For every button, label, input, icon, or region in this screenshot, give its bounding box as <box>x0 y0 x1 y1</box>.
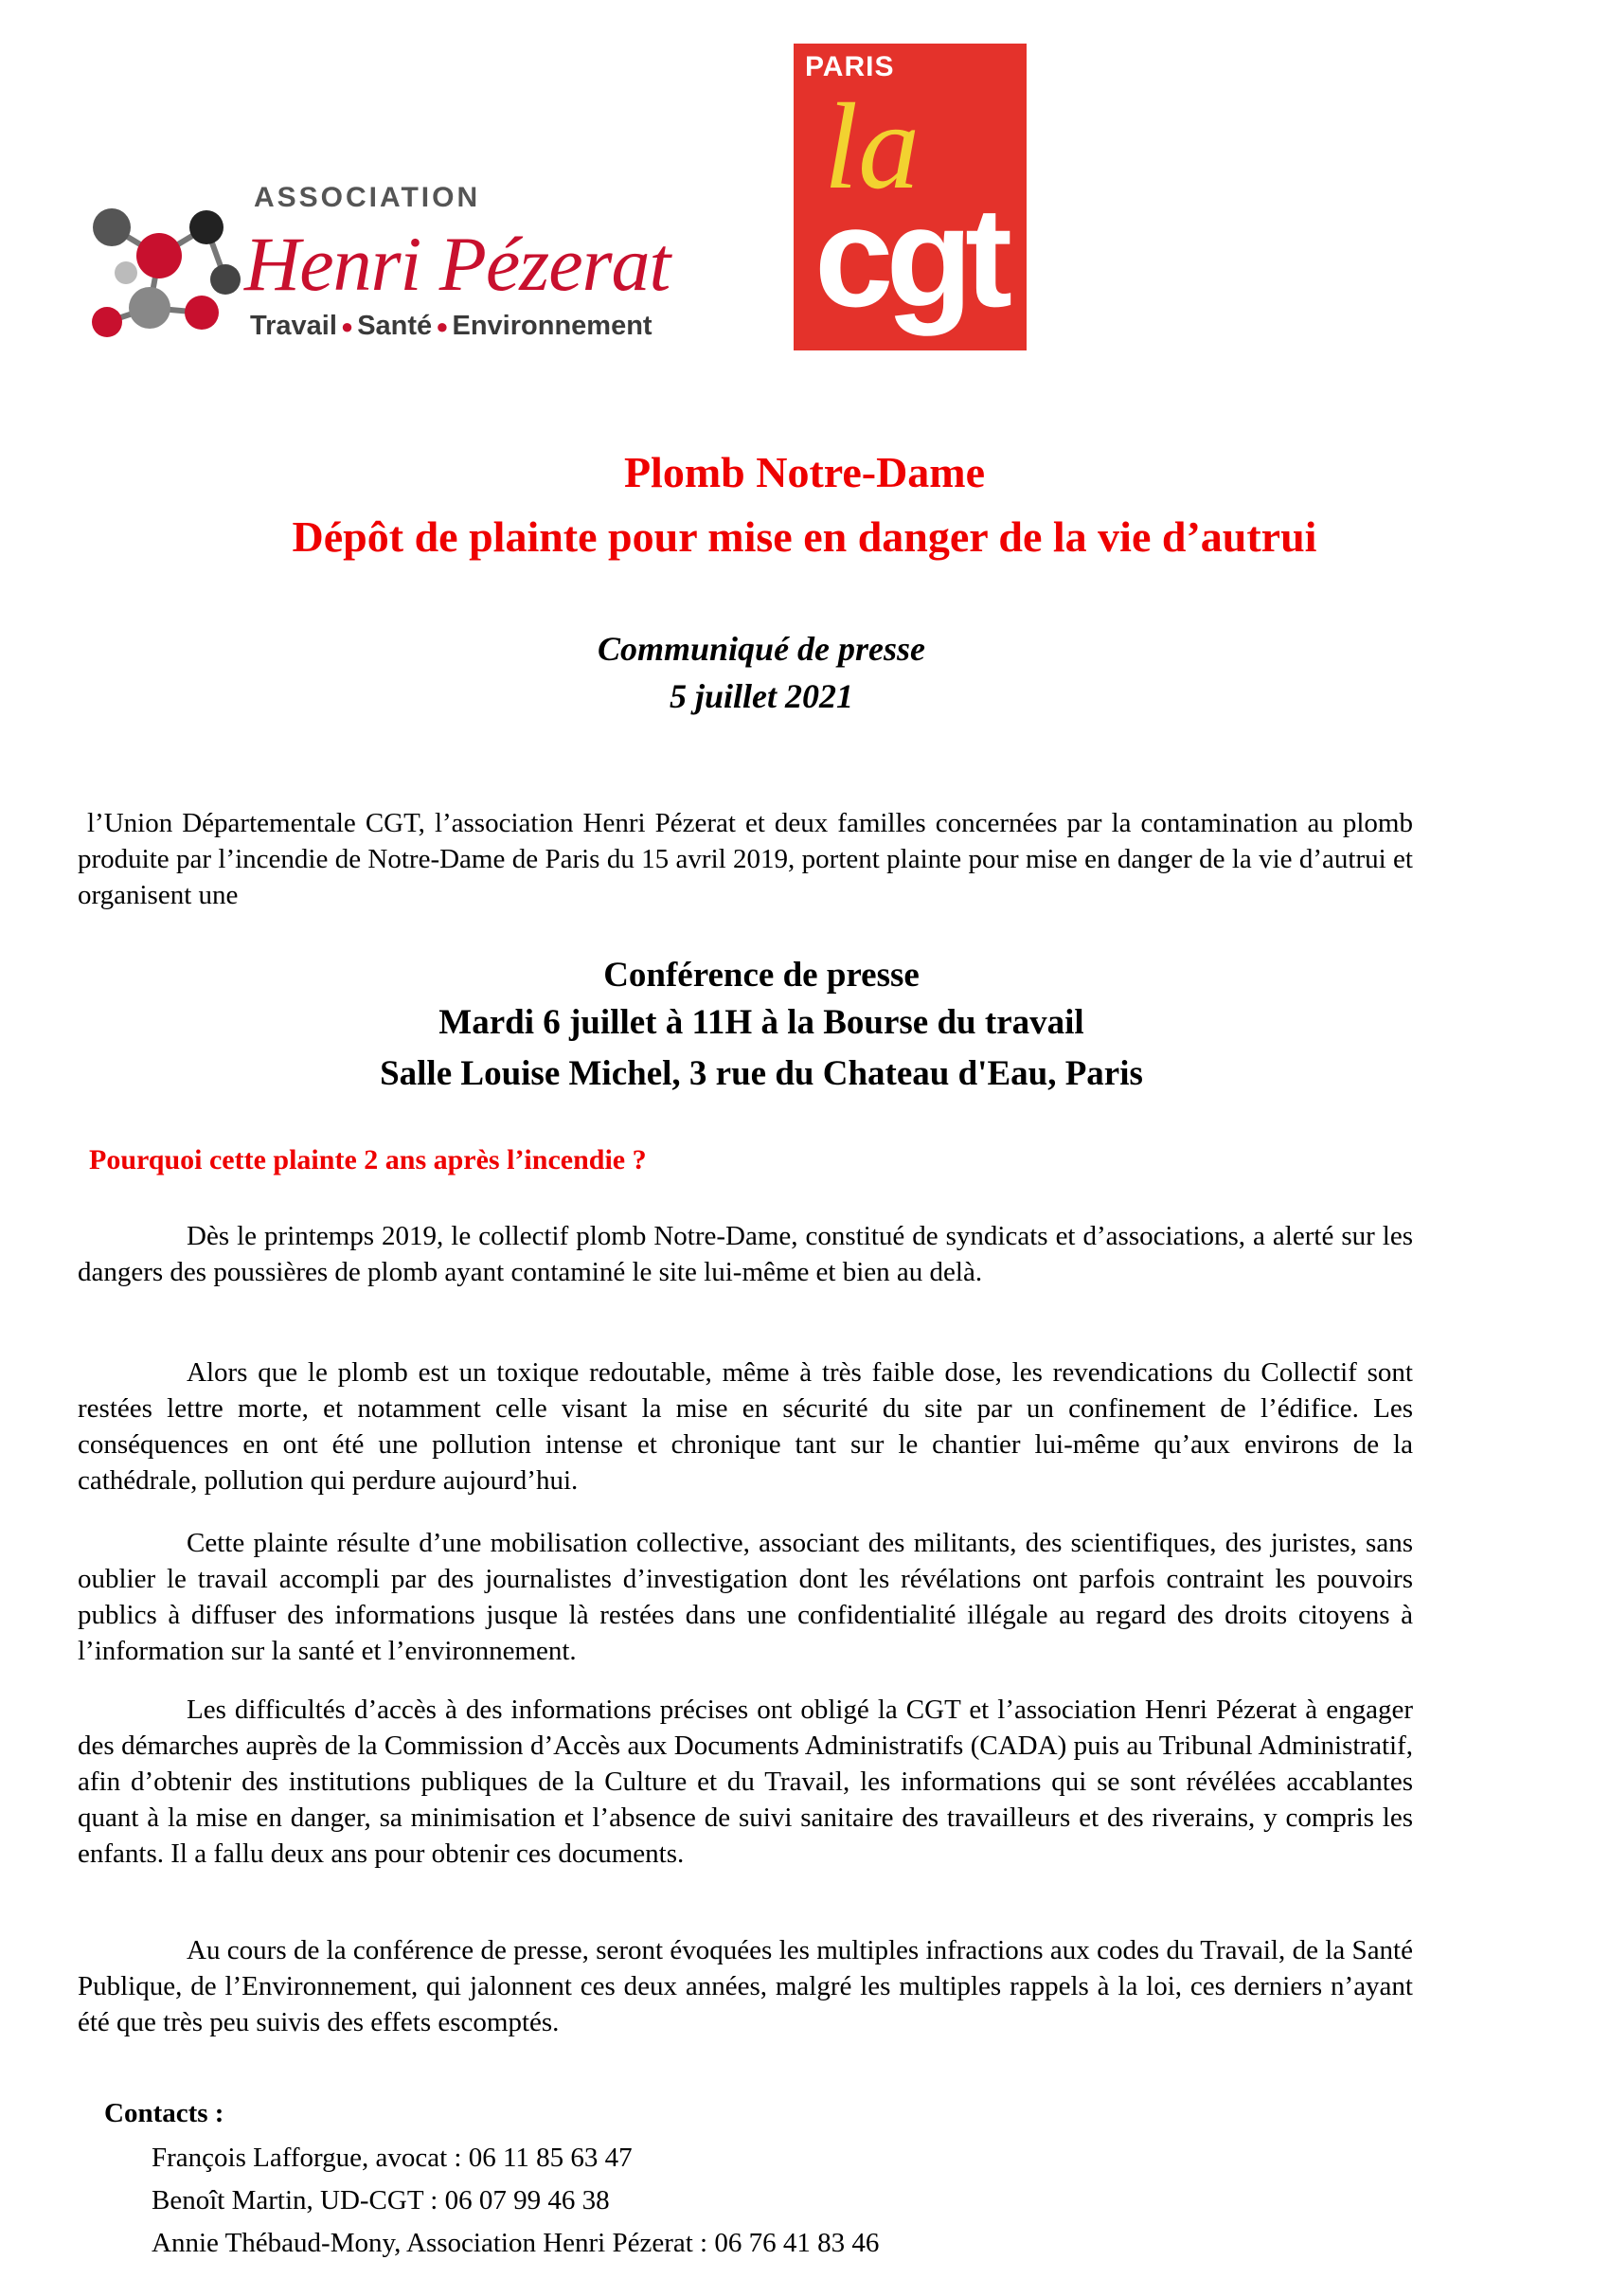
logo-paris-text: PARIS <box>805 51 895 82</box>
conference-title: Conférence de presse <box>603 956 920 995</box>
logo-association-text: ASSOCIATION <box>254 182 481 213</box>
body-paragraph: Au cours de la conférence de presse, seront évoquées les multiples infractions aux codes du Travail, de la Santé Publique, de l’Environnement, qui jalonnent ces deux années, malgré les multiples rappels à la loi, ces derniers n’ayant été que très peu suivis des effets escomptés. <box>78 1935 1413 2037</box>
molecule-icon <box>83 189 244 350</box>
body-paragraph: Alors que le plomb est un toxique redoutable, même à très faible dose, les revendications du Collectif sont restées lettre morte, et notamment celle visant la mise en sécurité du site par un confinement de l’édifice. Les conséquences en ont été une pollution intense et chronique tant sur le chantier lui-même qu’aux environs de la cathédrale, pollution qui perdure aujourd’hui. <box>78 1357 1413 1496</box>
tagline-travail: Travail <box>250 311 337 341</box>
body-paragraph: Les difficultés d’accès à des informations précises ont obligé la CGT et l’association Henri Pézerat à engager des démarches auprès de la Commission d’Accès aux Documents Administratifs (CADA) puis au Tribunal Administratif, afin d’obtenir des institutions publiques de la Culture et du Travail, les informations qui se sont révélées accablantes quant à la mise en danger, sa minimisation et l’absence de suivi sanitaire des travailleurs et des riverains, y compris les enfants. Il a fallu deux ans pour obtenir ces documents. <box>78 1695 1413 1869</box>
association-henri-pezerat-logo <box>83 170 670 360</box>
press-release-date: 5 juillet 2021 <box>669 677 853 715</box>
contacts-heading: Contacts : <box>104 2098 224 2128</box>
intro-paragraph: l’Union Départementale CGT, l’association Henri Pézerat et deux familles concernées par la contamination au plomb produite par l’incendie de Notre-Dame de Paris du 15 avril 2019, portent plainte pour mise en danger de la vie d’autrui et organisent une <box>78 808 1413 910</box>
contact-item: Annie Thébaud-Mony, Association Henri Pézerat : 06 76 41 83 46 <box>152 2228 880 2258</box>
contact-item: François Lafforgue, avocat : 06 11 85 63 47 <box>152 2143 633 2173</box>
section-heading: Pourquoi cette plainte 2 ans après l’incendie ? <box>89 1144 647 1175</box>
logo-henri-pezerat-text: Henri Pézerat <box>244 221 670 307</box>
press-release-label: Communiqué de presse <box>597 630 926 668</box>
tagline-sante: Santé <box>357 311 433 341</box>
body-paragraph: Cette plainte résulte d’une mobilisation collective, associant des militants, des scientifiques, des juristes, sans oublier le travail accompli par des journalistes d’investigation dont les révélations ont parfois contraint les pouvoirs publics à diffuser des informations jusque là restées dans une confidentialité illégale au regard des droits citoyens à l’information sur la santé et l’environnement. <box>78 1528 1413 1666</box>
conference-date: Mardi 6 juillet à 11H à la Bourse du travail <box>438 1003 1084 1042</box>
contact-item: Benoît Martin, UD-CGT : 06 07 99 46 38 <box>152 2185 610 2215</box>
logo-cgt-text: cgt <box>814 177 1005 336</box>
body-paragraph: Dès le printemps 2019, le collectif plomb Notre-Dame, constitué de syndicats et d’associations, a alerté sur les dangers des poussières de plomb ayant contaminé le site lui-même et bien au delà. <box>78 1221 1413 1287</box>
document-title-line2: Dépôt de plainte pour mise en danger de la vie d’autrui <box>292 512 1317 561</box>
conference-location: Salle Louise Michel, 3 rue du Chateau d'Eau, Paris <box>380 1054 1143 1093</box>
document-title: Plomb Notre-Dame <box>623 448 986 496</box>
logo-tagline <box>250 311 653 342</box>
cgt-paris-logo <box>794 44 1027 350</box>
tagline-environnement: Environnement <box>452 311 653 341</box>
logo-la-text: la <box>824 79 921 215</box>
bullet-icon: ● <box>436 314 449 339</box>
bullet-icon: ● <box>340 314 354 339</box>
